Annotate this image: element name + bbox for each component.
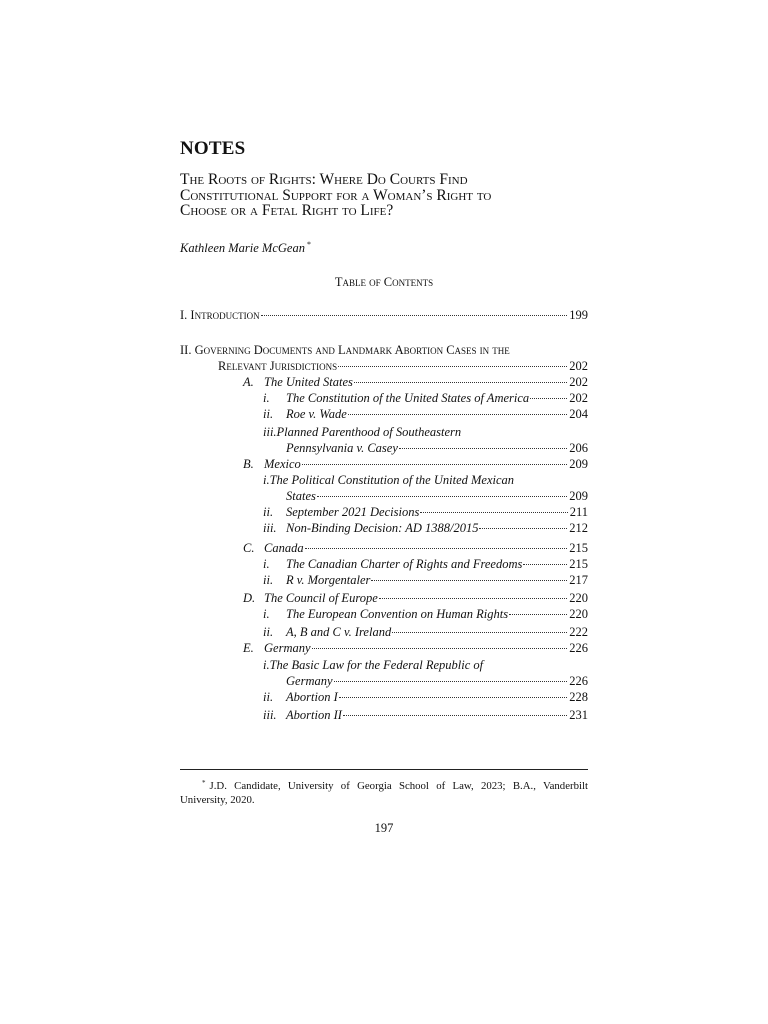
toc-leader-dots — [399, 448, 567, 449]
toc-leader-dots — [343, 715, 567, 716]
toc-entry-non-binding-decision[interactable] — [263, 520, 588, 536]
footnote-text: J.D. Candidate, University of Georgia School of Law, 2023; B.A., Vanderbilt University, 2020. — [180, 780, 588, 806]
toc-entry-label: i. The Constitution of the United States of America — [263, 391, 530, 405]
toc-leader-dots — [420, 512, 567, 513]
toc-heading: Table of Contents — [334, 275, 434, 289]
toc-entry-label: ii. R v. Morgentaler — [263, 573, 371, 587]
toc-entry-united-states[interactable] — [243, 374, 588, 390]
toc-page-number: 220 — [569, 607, 588, 621]
toc-page-number: 215 — [569, 541, 588, 555]
toc-leader-dots — [479, 528, 567, 529]
toc-entry-label: i. The Canadian Charter of Rights and Freedoms — [263, 557, 523, 571]
title-line: Choose or a Fetal Right to Life? — [180, 202, 394, 219]
toc-page-number: 209 — [569, 489, 588, 503]
toc-entry-label: B. Mexico — [243, 457, 301, 471]
toc-entry-abortion-i[interactable] — [263, 689, 588, 705]
toc-page-number: 220 — [569, 591, 588, 605]
toc-entry-germany[interactable] — [243, 640, 588, 656]
toc-page-number: 202 — [569, 375, 588, 389]
toc-entry-part-ii-line1[interactable]: II. Governing Documents and Landmark Abortion Cases in the — [180, 343, 510, 357]
toc-entry-introduction[interactable] — [180, 307, 588, 323]
toc-entry-casey[interactable] — [286, 440, 588, 456]
toc-leader-dots — [338, 366, 567, 367]
page-number: 197 — [374, 821, 394, 835]
author-name — [180, 240, 311, 256]
toc-page-number: 215 — [569, 557, 588, 571]
author-footnote-mark[interactable]: * — [306, 240, 311, 249]
toc-entry-label: i. The European Convention on Human Rights — [263, 607, 509, 621]
toc-entry-roe-v-wade[interactable] — [263, 406, 588, 422]
toc-entry-us-constitution[interactable] — [263, 390, 588, 406]
title-line: The Roots of Rights: Where Do Courts Find — [180, 171, 468, 188]
toc-entry-basic-law[interactable] — [286, 673, 588, 689]
toc-entry-label: States — [286, 489, 316, 503]
toc-page-number: 222 — [569, 625, 588, 639]
toc-page-number: 202 — [569, 391, 588, 405]
toc-entry-label: D. The Council of Europe — [243, 591, 378, 605]
toc-leader-dots — [530, 398, 567, 399]
toc-leader-dots — [509, 614, 567, 615]
toc-leader-dots — [348, 414, 568, 415]
toc-entry-label: I. Introduction — [180, 308, 260, 322]
toc-page-number: 228 — [569, 690, 588, 704]
toc-entry-label: ii. September 2021 Decisions — [263, 505, 420, 519]
footnote-divider — [180, 769, 588, 770]
toc-page-number: 211 — [569, 505, 588, 519]
toc-page-number: 202 — [569, 359, 588, 373]
toc-entry-label: Relevant Jurisdictions — [218, 359, 338, 373]
title-line: Constitutional Support for a Woman’s Right to — [180, 186, 492, 204]
toc-leader-dots — [339, 697, 568, 698]
toc-page-number: 206 — [569, 441, 588, 455]
toc-entry-canadian-charter[interactable] — [263, 556, 588, 572]
toc-leader-dots — [371, 580, 567, 581]
toc-entry-september-2021[interactable] — [263, 504, 588, 520]
toc-entry-label: ii. A, B and C v. Ireland — [263, 625, 392, 639]
toc-entry-r-v-morgentaler[interactable] — [263, 572, 588, 588]
footnote-mark: * — [202, 779, 206, 787]
toc-entry-mexican-constitution-line1[interactable]: i.The Political Constitution of the United Mexican — [263, 473, 515, 487]
toc-leader-dots — [312, 648, 568, 649]
toc-entry-mexico[interactable] — [243, 456, 588, 472]
toc-leader-dots — [317, 496, 567, 497]
toc-entry-label: Pennsylvania v. Casey — [286, 441, 398, 455]
section-heading: NOTES — [180, 138, 246, 159]
toc-entry-label: iii. Abortion II — [263, 708, 342, 722]
toc-entry-label: E. Germany — [243, 641, 311, 655]
toc-page-number: 231 — [569, 708, 588, 722]
toc-leader-dots — [392, 632, 567, 633]
toc-entry-label: ii. Abortion I — [263, 690, 338, 704]
toc-leader-dots — [261, 315, 568, 316]
toc-leader-dots — [523, 564, 567, 565]
toc-entry-label: C. Canada — [243, 541, 304, 555]
toc-entry-abortion-ii[interactable] — [263, 707, 588, 723]
toc-entry-part-ii[interactable] — [218, 358, 588, 374]
toc-entry-canada[interactable] — [243, 540, 588, 556]
toc-entry-council-of-europe[interactable] — [243, 590, 588, 606]
toc-entry-mexican-constitution[interactable] — [286, 488, 588, 504]
toc-leader-dots — [354, 382, 567, 383]
toc-page-number: 212 — [569, 521, 588, 535]
toc-entry-label: Germany — [286, 674, 333, 688]
toc-page-number: 204 — [569, 407, 588, 421]
toc-page-number: 217 — [569, 573, 588, 587]
toc-entry-label: iii. Non-Binding Decision: AD 1388/2015 — [263, 521, 479, 535]
article-title — [180, 172, 590, 219]
author-text: Kathleen Marie McGean — [180, 241, 305, 255]
toc-leader-dots — [379, 598, 567, 599]
toc-entry-basic-law-line1[interactable]: i.The Basic Law for the Federal Republic of — [263, 658, 484, 672]
toc-page-number: 226 — [569, 674, 588, 688]
toc-leader-dots — [305, 548, 568, 549]
toc-entry-european-convention[interactable] — [263, 606, 588, 622]
toc-entry-a-b-c-v-ireland[interactable] — [263, 624, 588, 640]
toc-entry-casey-line1[interactable]: iii.Planned Parenthood of Southeastern — [263, 425, 462, 439]
toc-page-number: 209 — [569, 457, 588, 471]
toc-page-number: 226 — [569, 641, 588, 655]
footnote — [180, 776, 588, 807]
toc-leader-dots — [302, 464, 567, 465]
toc-entry-label: A. The United States — [243, 375, 353, 389]
toc-page-number: 199 — [569, 308, 588, 322]
toc-leader-dots — [334, 681, 568, 682]
toc-entry-label: ii. Roe v. Wade — [263, 407, 347, 421]
